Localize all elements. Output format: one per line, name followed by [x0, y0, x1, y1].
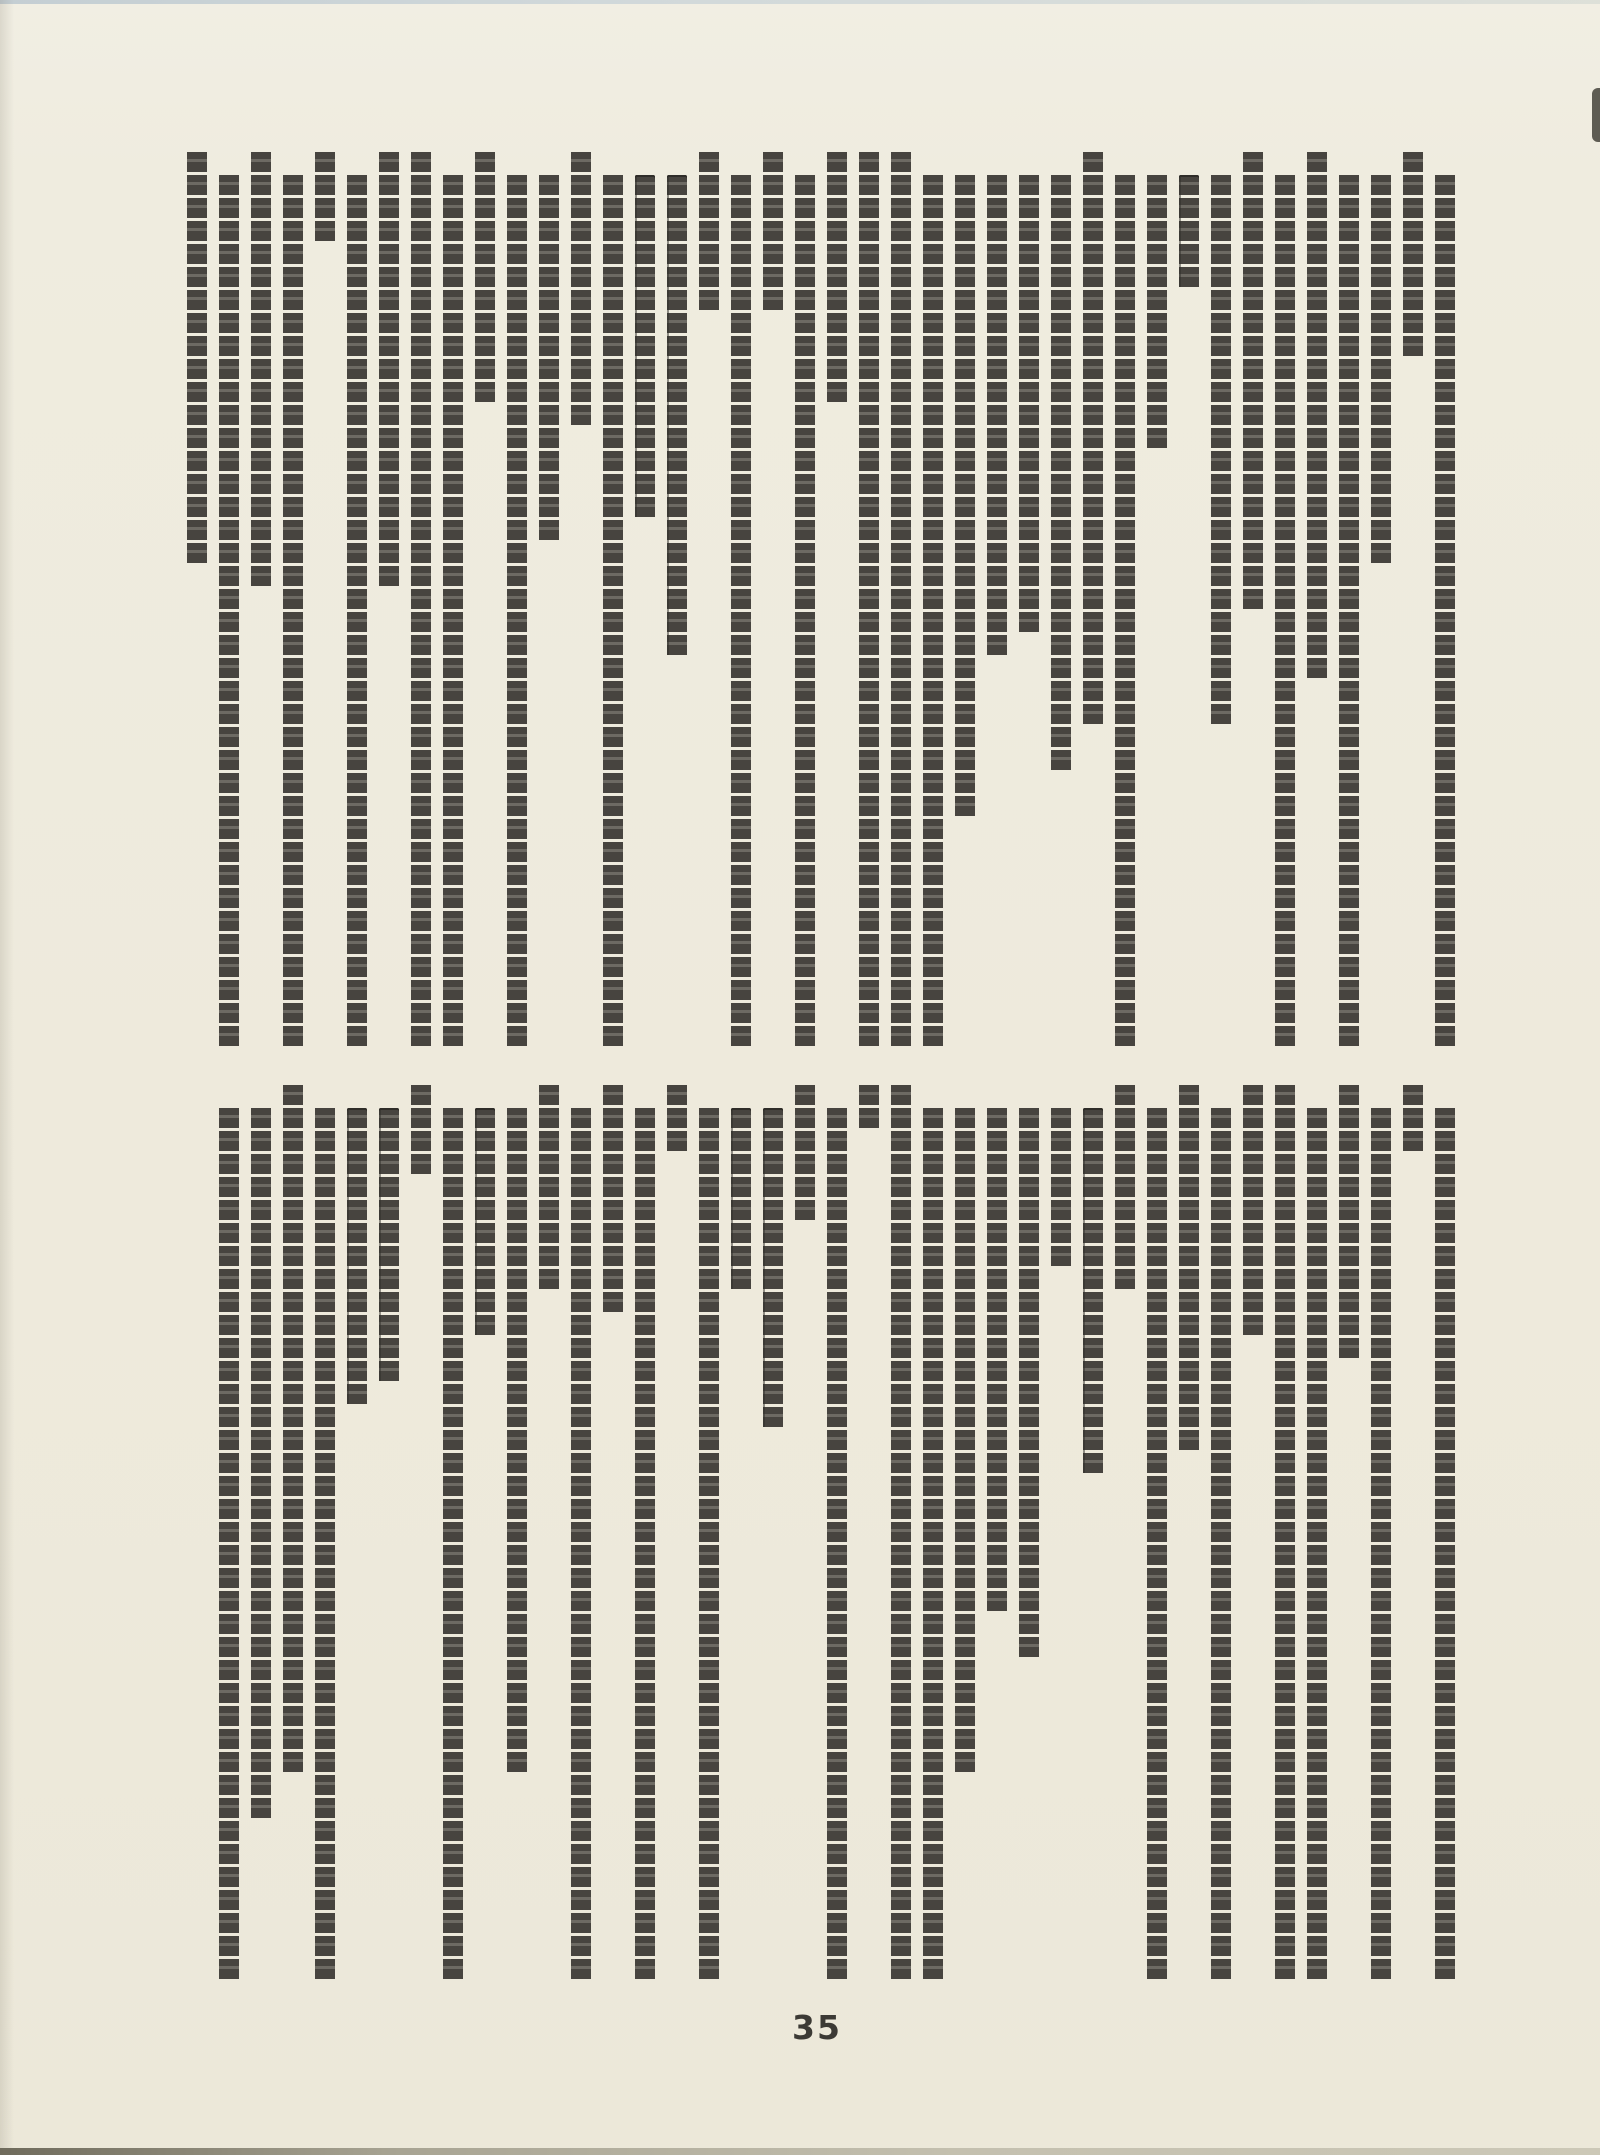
text-column [315, 1108, 335, 1979]
text-column [603, 175, 623, 1046]
dialogue-line-column [763, 1108, 783, 1427]
text-column [347, 175, 367, 1046]
text-column [219, 1108, 239, 1979]
text-column [1339, 175, 1359, 1046]
text-column [1435, 1108, 1455, 1979]
text-column [187, 152, 207, 563]
text-column [571, 152, 591, 425]
text-column [379, 152, 399, 586]
dialogue-line-column [1179, 175, 1199, 287]
text-column [891, 1085, 911, 1979]
text-column [251, 152, 271, 586]
dialogue-line-column [731, 1108, 751, 1289]
dialogue-line-column [1083, 1108, 1103, 1473]
text-column [1051, 1108, 1071, 1266]
text-column [763, 152, 783, 310]
text-column [731, 175, 751, 1046]
text-column [539, 175, 559, 540]
text-column [475, 152, 495, 402]
text-column [1243, 152, 1263, 609]
text-column [859, 152, 879, 1046]
text-column [603, 1085, 623, 1312]
text-column [507, 175, 527, 1046]
upper-text-block [187, 152, 1455, 1049]
text-column [1435, 175, 1455, 1046]
text-column [283, 1085, 303, 1772]
text-column [1371, 175, 1391, 563]
text-column [1019, 175, 1039, 632]
text-column [1051, 175, 1071, 770]
text-column [923, 175, 943, 1046]
text-column [1243, 1085, 1263, 1335]
text-column [987, 1108, 1007, 1611]
lower-text-block [219, 1085, 1455, 1982]
dialogue-line-column [347, 1108, 367, 1404]
text-column [987, 175, 1007, 655]
text-column [315, 152, 335, 241]
text-column [251, 1108, 271, 1818]
text-column [955, 1108, 975, 1772]
text-column [1179, 1085, 1199, 1450]
text-column [411, 152, 431, 1046]
scan-top-edge [0, 0, 1600, 4]
text-column [1339, 1085, 1359, 1358]
text-column [1275, 1085, 1295, 1979]
text-column [635, 1108, 655, 1979]
text-column [219, 175, 239, 1046]
text-column [955, 175, 975, 816]
text-column [699, 152, 719, 310]
text-column [1147, 1108, 1167, 1979]
text-column [1115, 175, 1135, 1046]
text-column [571, 1108, 591, 1979]
dialogue-line-column [379, 1108, 399, 1381]
text-column [1211, 175, 1231, 724]
text-column [699, 1108, 719, 1979]
text-column [1147, 175, 1167, 448]
page-number: 35 [792, 2008, 842, 2047]
text-column [443, 175, 463, 1046]
text-column [539, 1085, 559, 1289]
text-column [827, 152, 847, 402]
scan-bottom-edge [0, 2148, 1600, 2155]
text-column [1307, 152, 1327, 678]
text-column [667, 1085, 687, 1151]
text-column [891, 152, 911, 1046]
text-column [283, 175, 303, 1046]
dialogue-line-column [667, 175, 687, 655]
text-column [795, 1085, 815, 1220]
text-column [1403, 1085, 1423, 1151]
text-column [1019, 1108, 1039, 1657]
text-column [1083, 152, 1103, 724]
text-column [859, 1085, 879, 1128]
text-column [1211, 1108, 1231, 1979]
text-column [827, 1108, 847, 1979]
scan-right-edge-mark [1592, 88, 1600, 142]
text-column [1275, 175, 1295, 1046]
text-column [507, 1108, 527, 1772]
scan-left-shadow [0, 0, 14, 2155]
dialogue-line-column [635, 175, 655, 517]
text-column [1307, 1108, 1327, 1979]
text-column [1371, 1108, 1391, 1979]
text-column [795, 175, 815, 1046]
text-column [1403, 152, 1423, 356]
dialogue-line-column [475, 1108, 495, 1335]
text-column [923, 1108, 943, 1979]
text-column [411, 1085, 431, 1174]
text-column [1115, 1085, 1135, 1289]
text-column [443, 1108, 463, 1979]
